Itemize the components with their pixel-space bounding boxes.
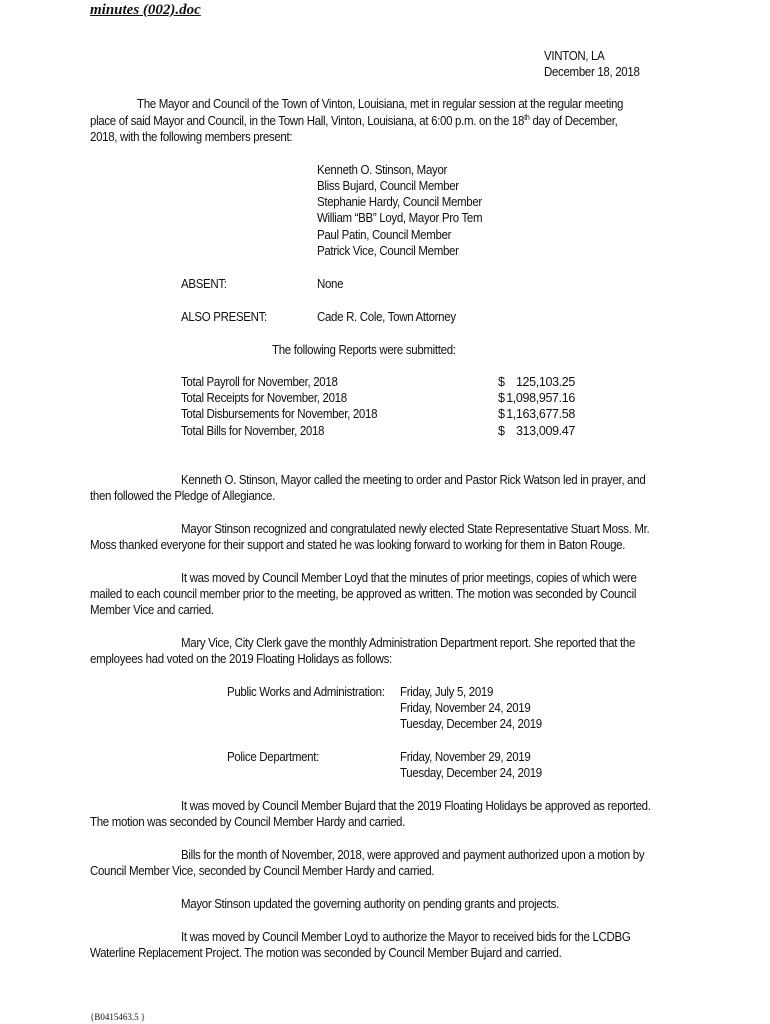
paragraph-line: Mayor Stinson recognized and congratulated newly elected State Representative Stuart Moss. Mr. bbox=[181, 522, 650, 536]
paragraph-line: Kenneth O. Stinson, Mayor called the meeting to order and Pastor Rick Watson led in prayer, and bbox=[181, 473, 646, 487]
report-currency: $ bbox=[498, 407, 505, 421]
header-date: December 18, 2018 bbox=[544, 65, 640, 79]
paragraph-line: Mary Vice, City Clerk gave the monthly Administration Department report. She reported that the bbox=[181, 636, 636, 650]
report-amount: 1,163,677.58 bbox=[506, 407, 575, 421]
paragraph-line: then followed the Pledge of Allegiance. bbox=[90, 489, 276, 503]
paragraph-line: Waterline Replacement Project. The motion was seconded by Council Member Bujard and carried. bbox=[90, 946, 562, 960]
also-present-label: ALSO PRESENT: bbox=[181, 310, 267, 324]
reports-heading: The following Reports were submitted: bbox=[272, 343, 456, 357]
report-label: Total Payroll for November, 2018 bbox=[181, 375, 338, 389]
member-item: Paul Patin, Council Member bbox=[317, 228, 452, 242]
paragraph-line: Mayor Stinson updated the governing authority on pending grants and projects. bbox=[181, 897, 559, 911]
report-amount: 313,009.47 bbox=[515, 424, 575, 438]
paragraph-line: It was moved by Council Member Loyd that the minutes of prior meetings, copies of which were bbox=[181, 571, 637, 585]
report-currency: $ bbox=[498, 424, 505, 438]
intro-superscript: th bbox=[524, 112, 530, 122]
intro-line-2 bbox=[90, 113, 617, 129]
report-currency: $ bbox=[498, 391, 505, 405]
paragraph-line: It was moved by Council Member Loyd to authorize the Mayor to received bids for the LCDBG bbox=[181, 930, 631, 944]
holiday-date: Friday, November 24, 2019 bbox=[400, 701, 531, 715]
holiday-date: Tuesday, December 24, 2019 bbox=[400, 717, 542, 731]
member-item: Stephanie Hardy, Council Member bbox=[317, 195, 482, 209]
report-currency: $ bbox=[498, 375, 505, 389]
report-label: Total Receipts for November, 2018 bbox=[181, 391, 347, 405]
also-present-value: Cade R. Cole, Town Attorney bbox=[317, 310, 456, 324]
report-amount: 1,098,957.16 bbox=[506, 391, 575, 405]
absent-label: ABSENT: bbox=[181, 277, 227, 291]
holiday-group-label: Public Works and Administration: bbox=[227, 685, 385, 699]
report-label: Total Disbursements for November, 2018 bbox=[181, 407, 378, 421]
paragraph-line: mailed to each council member prior to the meeting, be approved as written. The motion was seconded by Council bbox=[90, 587, 637, 601]
paragraph-line: Council Member Vice, seconded by Council Member Hardy and carried. bbox=[90, 864, 435, 878]
holiday-date: Friday, November 29, 2019 bbox=[400, 750, 531, 764]
intro-line-3: 2018, with the following members present: bbox=[90, 130, 293, 144]
file-name: minutes (002).doc bbox=[90, 2, 201, 18]
member-item: Patrick Vice, Council Member bbox=[317, 244, 459, 258]
member-item: Kenneth O. Stinson, Mayor bbox=[317, 163, 448, 177]
paragraph-line: Member Vice and carried. bbox=[90, 603, 214, 617]
intro-line-2-text: place of said Mayor and Council, in the Town Hall, Vinton, Louisiana, at 6:00 p.m. on the 18 bbox=[90, 114, 525, 128]
document-footer-id: {B0415463.5 } bbox=[90, 1012, 146, 1022]
holiday-date: Tuesday, December 24, 2019 bbox=[400, 766, 542, 780]
intro-line-1: The Mayor and Council of the Town of Vinton, Louisiana, met in regular session at the regular meeting bbox=[137, 97, 624, 111]
holiday-group-label: Police Department: bbox=[227, 750, 319, 764]
paragraph-line: Bills for the month of November, 2018, were approved and payment authorized upon a motion by bbox=[181, 848, 645, 862]
paragraph-line: It was moved by Council Member Bujard that the 2019 Floating Holidays be approved as reported. bbox=[181, 799, 651, 813]
report-amount: 125,103.25 bbox=[515, 375, 575, 389]
header-location: VINTON, LA bbox=[544, 49, 605, 63]
member-item: Bliss Bujard, Council Member bbox=[317, 179, 459, 193]
paragraph-line: employees had voted on the 2019 Floating Holidays as follows: bbox=[90, 652, 392, 666]
absent-value: None bbox=[317, 277, 344, 291]
holiday-date: Friday, July 5, 2019 bbox=[400, 685, 494, 699]
intro-line-2-tail: day of December, bbox=[529, 114, 618, 128]
member-item: William “BB” Loyd, Mayor Pro Tem bbox=[317, 211, 483, 225]
report-label: Total Bills for November, 2018 bbox=[181, 424, 325, 438]
paragraph-line: Moss thanked everyone for their support and stated he was looking forward to working for them in Baton Rouge. bbox=[90, 538, 626, 552]
paragraph-line: The motion was seconded by Council Member Hardy and carried. bbox=[90, 815, 405, 829]
